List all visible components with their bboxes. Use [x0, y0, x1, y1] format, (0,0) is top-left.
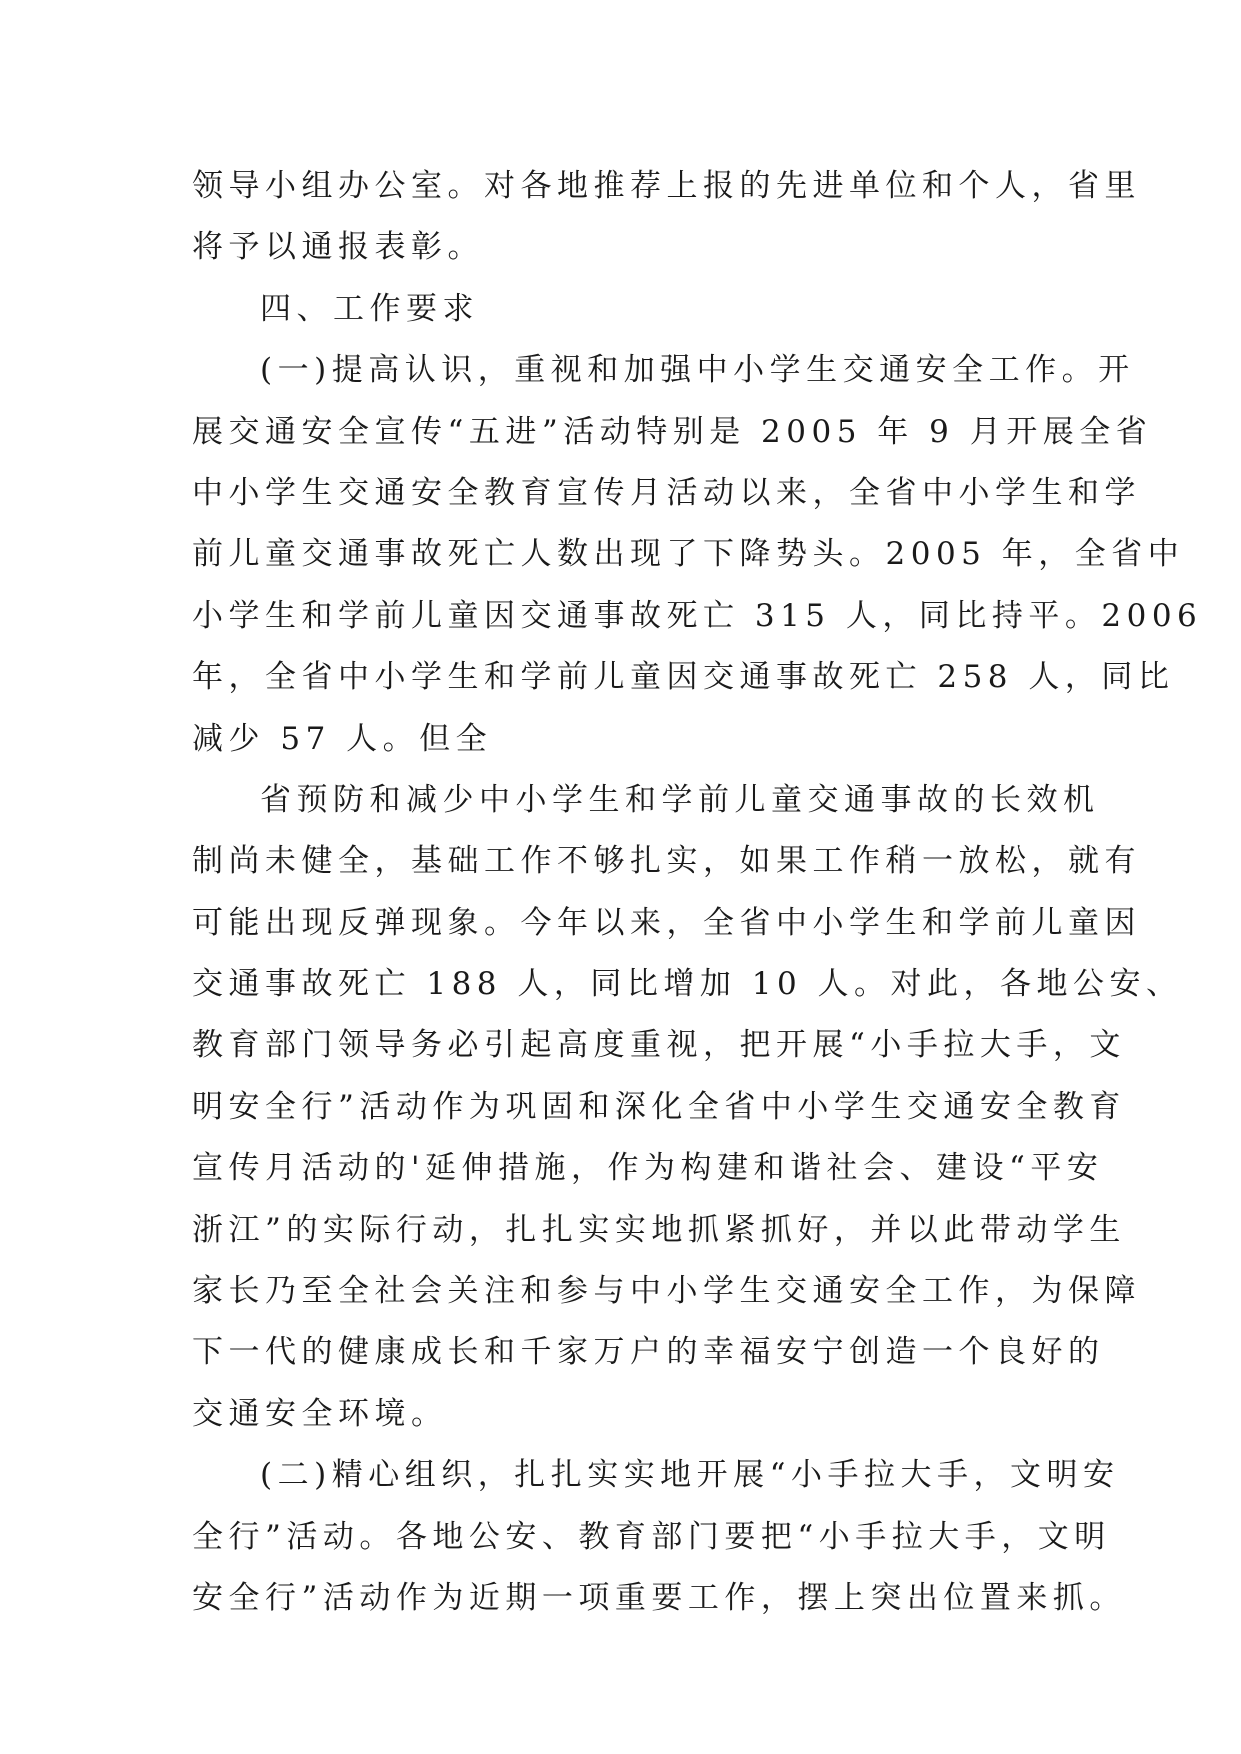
document-body	[192, 156, 1203, 1629]
text-line: 教育部门领导务必引起高度重视，把开展“小手拉大手，文	[192, 1027, 1126, 1064]
text-line: 领导小组办公室。对各地推荐上报的先进单位和个人，省里	[192, 168, 1141, 204]
text-line: 前儿童交通事故死亡人数出现了下降势头。2005 年，全省中	[192, 536, 1185, 573]
text-line: 将予以通报表彰。	[192, 229, 484, 266]
text-line: 全行”活动。各地公安、教育部门要把“小手拉大手，文明	[192, 1518, 1111, 1555]
text-line: 制尚未健全，基础工作不够扎实，如果工作稍一放松，就有	[192, 843, 1141, 880]
text-line: 家长乃至全社会关注和参与中小学生交通安全工作，为保障	[192, 1273, 1141, 1310]
text-line: 交通安全环境。	[192, 1395, 448, 1432]
text-line: 小学生和学前儿童因交通事故死亡 315 人，同比持平。2006	[192, 597, 1203, 634]
text-line: 安全行”活动作为近期一项重要工作，摆上突出位置来抓。	[192, 1579, 1126, 1616]
text-line: (二)精心组织，扎扎实实地开展“小手拉大手，文明安	[260, 1457, 1120, 1494]
text-line: 可能出现反弹现象。今年以来，全省中小学生和学前儿童因	[192, 904, 1141, 941]
text-line: 省预防和减少中小学生和学前儿童交通事故的长效机	[260, 781, 1100, 818]
text-line: 中小学生交通安全教育宣传月活动以来，全省中小学生和学	[192, 474, 1141, 511]
text-line: 宣传月活动的'延伸措施，作为构建和谐社会、建设“平安	[192, 1150, 1104, 1187]
section-heading: 四、工作要求	[260, 290, 479, 327]
text-line: 展交通安全宣传“五进”活动特别是 2005 年 9 月开展全省	[192, 413, 1153, 450]
text-line: 年，全省中小学生和学前儿童因交通事故死亡 258 人，同比	[192, 659, 1175, 696]
text-line: 交通事故死亡 188 人，同比增加 10 人。对此，各地公安、	[192, 966, 1183, 1003]
text-line: 明安全行”活动作为巩固和深化全省中小学生交通安全教育	[192, 1088, 1126, 1125]
text-line: 下一代的健康成长和千家万户的幸福安宁创造一个良好的	[192, 1334, 1105, 1371]
text-line: 浙江”的实际行动，扎扎实实地抓紧抓好，并以此带动学生	[192, 1211, 1126, 1248]
text-line: (一)提高认识，重视和加强中小学生交通安全工作。开	[260, 352, 1135, 389]
text-line: 减少 57 人。但全	[192, 720, 493, 757]
